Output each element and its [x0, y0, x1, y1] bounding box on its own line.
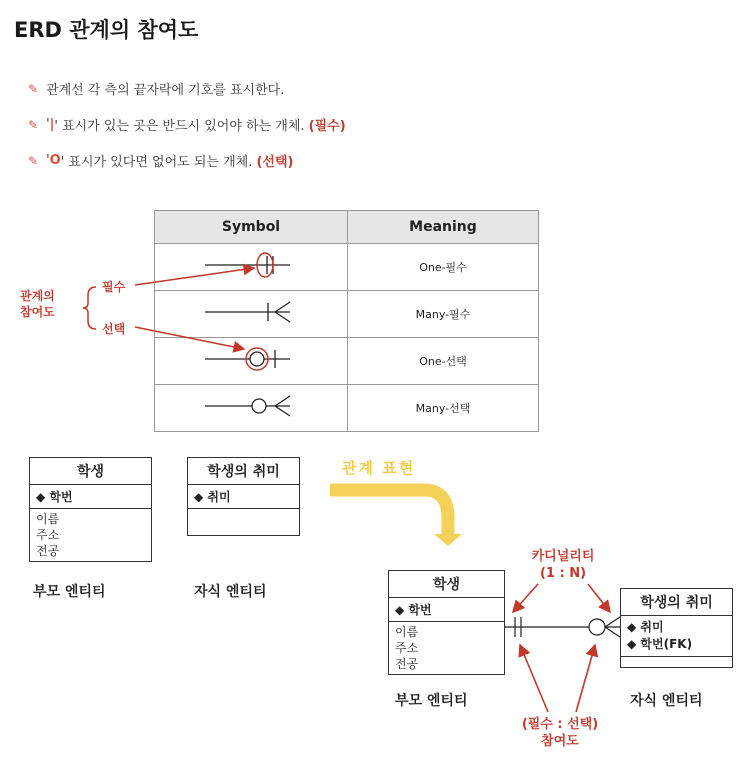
page-title: ERD 관계의 참여도 [14, 18, 199, 42]
left-child-caption: 자식 엔티티 [194, 584, 267, 600]
participation-note [504, 716, 616, 750]
primary-key: ◆ 취미 [188, 485, 299, 509]
participation-note-line1: (필수 : 선택) [521, 717, 599, 732]
attribute: 전공 [36, 544, 60, 558]
bullet-2-text: ' 표시가 있는 곳은 반드시 있어야 하는 개체. [54, 119, 305, 134]
entity-name: 학생 [30, 458, 151, 485]
relation-arrow [330, 490, 448, 536]
pencil-note-icon: ✎ [28, 81, 39, 96]
key-list [621, 616, 732, 657]
bullet-3-text: ' 표시가 있다면 없어도 되는 개체. [60, 155, 253, 170]
participation-pointer-left [520, 645, 548, 712]
quote-open: ' [46, 153, 50, 168]
entity-name: 학생의 취미 [621, 589, 732, 616]
meaning-header: Meaning [348, 211, 539, 244]
primary-key: ◆ 학번 [389, 598, 504, 622]
empty-attributes [621, 657, 732, 667]
cardinality-line2: (1 : N) [539, 566, 587, 581]
right-parent-caption: 부모 엔티티 [395, 693, 468, 709]
right-child-entity [620, 588, 733, 668]
left-parent-entity [29, 457, 152, 562]
pencil-note-icon: ✎ [28, 117, 39, 132]
entity-name: 학생 [389, 571, 504, 598]
bullet-1-text: 관계선 각 측의 끝자락에 기호를 표시한다. [46, 83, 285, 98]
quote-open: ' [46, 117, 50, 132]
many-optional-meaning: Many-선택 [348, 385, 539, 432]
participation-note-line2: 참여도 [541, 734, 579, 749]
many-mandatory-meaning: Many-필수 [348, 291, 539, 338]
relation-arrow-head [434, 534, 462, 546]
cardinality-label [514, 548, 612, 582]
optional-tag: (선택) [256, 155, 294, 170]
pencil-note-icon: ✎ [28, 153, 39, 168]
one-optional-meaning: One-선택 [348, 338, 539, 385]
attribute: 전공 [395, 657, 419, 671]
participation-label-line2: 참여도 [20, 305, 55, 319]
attribute: 이름 [36, 512, 60, 526]
optional-circle [589, 619, 605, 635]
cardinality-pointer-left [513, 584, 538, 612]
one-mandatory-meaning: One-필수 [348, 244, 539, 291]
symbol-header: Symbol [155, 211, 348, 244]
left-parent-caption: 부모 엔티티 [33, 584, 106, 600]
primary-key: ◆ 학번 [30, 485, 151, 509]
relation-expression-label: 관계 표현 [342, 459, 416, 477]
key: ◆ 학번(FK) [627, 637, 693, 651]
optional-pointer [135, 327, 244, 349]
right-child-caption: 자식 엔티티 [630, 693, 703, 709]
right-parent-entity [388, 570, 505, 675]
participation-label-line1: 관계의 [20, 289, 55, 303]
participation-pointer-right [576, 645, 595, 712]
attribute: 이름 [395, 625, 419, 639]
bar-symbol-text: | [49, 117, 55, 132]
empty-attributes [188, 509, 299, 535]
optional-label: 선택 [102, 322, 126, 336]
mandatory-pointer [135, 268, 254, 285]
key: ◆ 취미 [627, 620, 664, 634]
participation-brace [83, 287, 96, 329]
left-child-entity [187, 457, 300, 536]
mandatory-tag: (필수) [308, 119, 346, 134]
mandatory-label: 필수 [102, 280, 126, 294]
attribute: 주소 [395, 641, 419, 655]
cardinality-line1: 카디널리티 [531, 549, 595, 564]
circle-symbol-text: O [49, 153, 61, 168]
cardinality-pointer-right [588, 584, 610, 612]
attribute: 주소 [36, 528, 60, 542]
crow-foot-top [605, 617, 620, 627]
entity-name: 학생의 취미 [188, 458, 299, 485]
crow-foot-bottom [605, 627, 620, 637]
